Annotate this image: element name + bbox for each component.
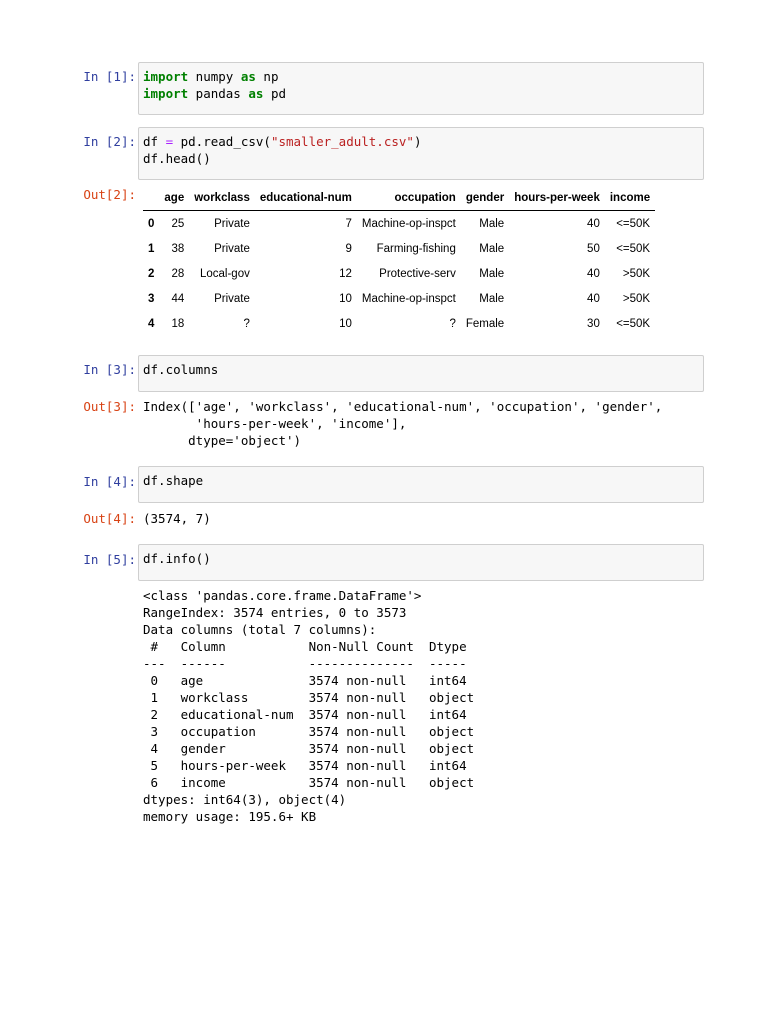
cell-2-input[interactable] — [138, 127, 704, 180]
row-index: 2 — [148, 267, 155, 280]
dataframe-table — [143, 186, 655, 336]
table-cell: 10 — [339, 292, 352, 305]
cell-4-input[interactable] — [138, 466, 704, 503]
table-cell: ? — [243, 317, 250, 330]
table-row — [143, 236, 655, 261]
cell-5-output: <class 'pandas.core.frame.DataFrame'> RangeIndex: 3574 entries, 0 to 3573 Data columns (total 7 columns): # Column Non-Null Count Dtype --- ------ -------------- ----- 0 age 3574 non-null int64 1 workclass 3574 non-null object 2 educational-num 3574 non-null int64 3 occupation 3574 non-null object 4 gender 3574 non-null object 5 hours-per-week 3574 non-null int64 6 income 3574 non-null object dtypes: int64(3), object(4) memory usage: 195.6+ KB — [143, 588, 475, 824]
cell-3-output: Index(['age', 'workclass', 'educational-num', 'occupation', 'gender', 'hours-per-week', 'income'], dtype='object') — [143, 399, 663, 448]
column-header: educational-num — [255, 186, 357, 211]
cell-1-input[interactable] — [138, 62, 704, 115]
cell-5-in-prompt: In [5]: — [83, 552, 136, 567]
table-cell: 28 — [171, 267, 185, 280]
cell-3-out-prompt: Out[3]: — [83, 399, 136, 414]
code-token: import — [143, 86, 189, 101]
table-cell: <=50K — [616, 217, 651, 230]
code-token: np — [255, 69, 279, 84]
table-cell: Private — [214, 217, 250, 230]
code-line — [143, 150, 699, 167]
code-token: df — [143, 134, 166, 149]
code-line — [143, 472, 699, 489]
table-cell: Private — [214, 242, 250, 255]
code-token: as — [248, 86, 264, 101]
table-cell: 40 — [587, 292, 600, 305]
table-cell: ? — [449, 317, 456, 330]
column-header: occupation — [357, 186, 461, 211]
table-cell: 50 — [587, 242, 600, 255]
column-header: hours-per-week — [509, 186, 605, 211]
column-header: gender — [461, 186, 509, 211]
table-cell: 10 — [339, 317, 352, 330]
table-cell: Male — [479, 242, 505, 255]
cell-1-in-prompt: In [1]: — [83, 69, 136, 84]
table-cell: Machine-op-inspct — [361, 217, 456, 230]
cell-5-input[interactable] — [138, 544, 704, 581]
table-cell: Farming-fishing — [376, 242, 456, 255]
table-cell: Protective-serv — [379, 267, 456, 280]
table-cell: Machine-op-inspct — [361, 292, 456, 305]
code-token: df.info() — [143, 551, 211, 566]
code-token: df.shape — [143, 473, 204, 488]
table-cell: Male — [479, 217, 505, 230]
table-cell: 9 — [345, 242, 352, 255]
table-cell: Male — [479, 267, 505, 280]
table-cell: >50K — [622, 267, 651, 280]
cell-2-in-prompt: In [2]: — [83, 134, 136, 149]
code-token: ) — [413, 134, 422, 149]
cell-4-out-prompt: Out[4]: — [83, 511, 136, 526]
code-line — [143, 550, 699, 567]
code-token: import — [143, 69, 189, 84]
table-cell: 25 — [171, 217, 185, 230]
row-index: 1 — [148, 242, 155, 255]
code-token: df.head() — [143, 151, 211, 166]
table-row — [143, 211, 655, 237]
table-cell: Private — [214, 292, 250, 305]
cell-3-input[interactable] — [138, 355, 704, 392]
code-token: numpy — [188, 69, 241, 84]
code-token: pandas — [188, 86, 249, 101]
cell-3-in-prompt: In [3]: — [83, 362, 136, 377]
table-cell: 44 — [171, 292, 185, 305]
cell-4-in-prompt: In [4]: — [83, 474, 136, 489]
code-token: pd.read_csv( — [173, 134, 271, 149]
row-index: 4 — [148, 317, 155, 330]
code-token: df.columns — [143, 362, 219, 377]
code-line — [143, 133, 699, 150]
row-index: 3 — [148, 292, 155, 305]
table-row — [143, 286, 655, 311]
table-header-row — [143, 186, 655, 211]
table-cell: 40 — [587, 217, 600, 230]
table-cell: 18 — [171, 317, 185, 330]
table-row — [143, 261, 655, 286]
code-token: pd — [263, 86, 287, 101]
row-index: 0 — [148, 217, 155, 230]
column-header: income — [605, 186, 655, 211]
table-cell: Male — [479, 292, 505, 305]
column-header: workclass — [189, 186, 255, 211]
table-cell: <=50K — [616, 242, 651, 255]
table-cell: 38 — [171, 242, 185, 255]
code-token: as — [240, 69, 256, 84]
table-cell: 12 — [339, 267, 352, 280]
code-token: "smaller_adult.csv" — [270, 134, 414, 149]
table-cell: >50K — [622, 292, 651, 305]
column-header — [143, 186, 159, 211]
code-line — [143, 85, 699, 102]
column-header: age — [159, 186, 189, 211]
table-cell: Female — [465, 317, 505, 330]
table-cell: Local-gov — [199, 267, 250, 280]
code-line — [143, 361, 699, 378]
code-token: = — [165, 134, 174, 149]
code-line — [143, 68, 699, 85]
table-row — [143, 311, 655, 336]
table-cell: 30 — [587, 317, 600, 330]
cell-4-output: (3574, 7) — [143, 511, 211, 526]
cell-2-out-prompt: Out[2]: — [83, 187, 136, 202]
table-cell: <=50K — [616, 317, 651, 330]
table-cell: 7 — [345, 217, 352, 230]
table-cell: 40 — [587, 267, 600, 280]
